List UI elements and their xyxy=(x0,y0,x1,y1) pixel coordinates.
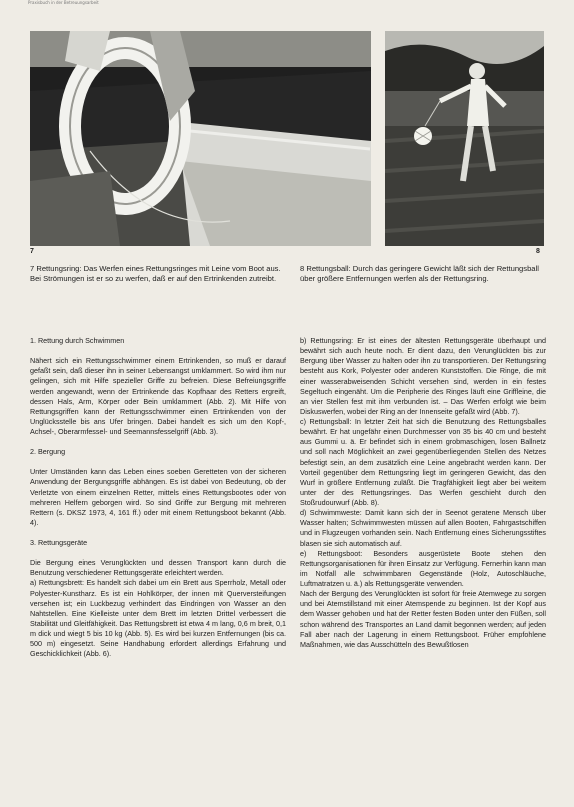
paragraph-after-recovery: Nach der Bergung des Verunglückten ist sofort für freie Atemwege zu sorgen und bei Atemstillstand mit einer Atemspende zu beginnen. Ist der Kopf aus dem Wasser gehoben und hat der Retter festen Boden unter den Füßen, soll schon während des Transportes an Land damit begonnen werden; auf jeden Fall aber nach der Lagerung in einem Rettungsboot. Früher empfohlene Maßnahmen, wie das Ausschütteln des Bewußtlosen xyxy=(300,589,546,649)
section-heading-recovery: 2. Bergung xyxy=(30,447,66,457)
paragraph-equipment-intro: Die Bergung eines Verunglückten und dessen Transport kann durch die Benutzung verschiedener Rettungsgeräte erleichtert werden. xyxy=(30,558,286,578)
text-column-right xyxy=(300,336,546,650)
text-column-left xyxy=(30,336,286,659)
section-heading-equipment: 3. Rettungsgeräte xyxy=(30,538,88,547)
photo-life-ring-boat xyxy=(30,31,371,246)
paragraph-life-vest: d) Schwimmweste: Damit kann sich der in Seenot geratene Mensch über Wasser halten; Schwimmwesten müssen auf allen Booten, Fahrgastschiffen und in Flugzeugen vorhanden sein. Nach Entfernung eines Sicherungsstiftes blasen sie sich automatisch auf. xyxy=(300,508,546,548)
paragraph-recovery: Unter Umständen kann das Leben eines soeben Geretteten von der sicheren Anwendung der Bergungsgriffe abhängen. Es ist dabei von Bedeutung, ob der Verletzte von einem einzelnen Retter, mittels eines Rettungsbootes oder von mehreren Helfern geborgen wird. So sind Griffe zur Bergung mit mehreren Rettern (s. DKSZ 1973, 4, 161 ff.) oder mit einem Rettungsboot bekannt (Abb. 4). xyxy=(30,467,286,527)
section-heading-swimming: 1. Rettung durch Schwimmen xyxy=(30,336,125,345)
paragraph-rescue-boat: e) Rettungsboot: Besonders ausgerüstete Boote stehen den Rettungsorganisationen für ihren Einsatz zur Verfügung. Fernerhin kann man im Notfall alle schwimmbaren Gegenstände (Holz, Autoschläuche, Luftmatratzen u. ä.) als Rettungsgeräte verwenden. xyxy=(300,548,546,588)
figure-number-8: 8 xyxy=(536,248,540,255)
paragraph-rescue-board: a) Rettungsbrett: Es handelt sich dabei um ein Brett aus Sperrholz, Metall oder Polyester-Kunstharz. Es ist ein Hohlkörper, der innen mit Querversteifungen versehen ist; ein Luckbezug verhindert das Eindringen von Wasser an den Nahtstellen. Eine Kielleiste unter dem Brett im letzten Drittel verbessert die Stabilität und Gleitfähigkeit. Das Rettungsbrett ist etwa 4 m lang, 0,6 m breit, 0,1 m dick und wiegt 5 bis 10 kg (Abb. 5). Es wird bei kurzen Entfernungen (bis ca. 500 m) eingesetzt. Seine Handhabung erfordert allerdings Erfahrung und Geschicklichkeit (Abb. 6). xyxy=(30,578,286,659)
figure-number-7: 7 xyxy=(30,248,34,255)
running-header: Praxisbuch in der Betreuungsarbeit xyxy=(28,0,99,5)
photo-rescue-ball-throw xyxy=(385,31,544,246)
paragraph-swimming: Nähert sich ein Rettungsschwimmer einem Ertrinkenden, so muß er darauf gefaßt sein, daß dieser ihn in seiner Lebensangst umklammert. So wird ihm nur gelingen, sich mit Hilfe spezieller Griffe zu befreien. Diese Befreiungsgriffe werden angewandt, wenn der Ertrinkende das Kopfhaar des Retters ergreift, dessen Hals, Arm, Körper oder Bein umklammert (Abb. 2). Mit Hilfe von Rettungsgriffen kann der Rettungsschwimmer einen Ertrinkenden von der Unglücksstelle bis ans Ufer bringen. Dabei handelt es sich um den Kopf-, Achsel-, Oberarmfessel- und Seemannsfesselgriff (Abb. 3). xyxy=(30,356,286,436)
caption-figure-7: 7 Rettungsring: Das Werfen eines Rettungsringes mit Leine vom Boot aus. Bei Strömungen ist er so zu werfen, daß er auf den Ertrinkenden zutreibt. xyxy=(30,264,281,284)
paragraph-life-ring: b) Rettungsring: Er ist eines der ältesten Rettungsgeräte überhaupt und bewährt sich auch heute noch. Er dient dazu, den Verunglückten bis zur Bergung über Wasser zu halten oder ihn zu transportieren. Der Rettungsring besteht aus Kork, Polyester oder anderen Kunststoffen. Die Ringe, die mit einer wasserabweisenden Schicht versehen sind, werden in ein festes Segeltuch eingenäht. Um die Peripherie des Ringes läuft eine Griffleine, die an vier Stellen fest mit ihm verbunden ist. – Das Werfen erfolgt wie beim Diskuswerfen, wobei der Ring an der Innenseite gefaßt wird (Abb. 7). xyxy=(300,336,546,416)
caption-figure-8: 8 Rettungsball: Durch das geringere Gewicht läßt sich der Rettungsball über größere Entfernungen werfen als der Rettungsring. xyxy=(300,264,539,284)
paragraph-rescue-ball: c) Rettungsball: In letzter Zeit hat sich die Benutzung des Rettungsballes bewährt. Er hat ungefähr einen Durchmesser von 35 bis 40 cm und besteht aus Gummi u. ä. Er befindet sich in einem grobmaschigen, losen Ballnetz und soll nach Möglichkeit an zwei gegenüberliegenden Stellen des Netzes befestigt sein, an dem zusätzlich eine Leine angebracht werden kann. Der Vorteil gegenüber dem Rettungsring liegt im geringeren Gewicht, das den Wurf in größere Entfernung zuläßt. Die Tragfähigkeit liegt aber bei weitem unter der des Rettungsringes. Das Werfen geschieht durch den Stoßrudourwurf (Abb. 8). xyxy=(300,417,546,507)
